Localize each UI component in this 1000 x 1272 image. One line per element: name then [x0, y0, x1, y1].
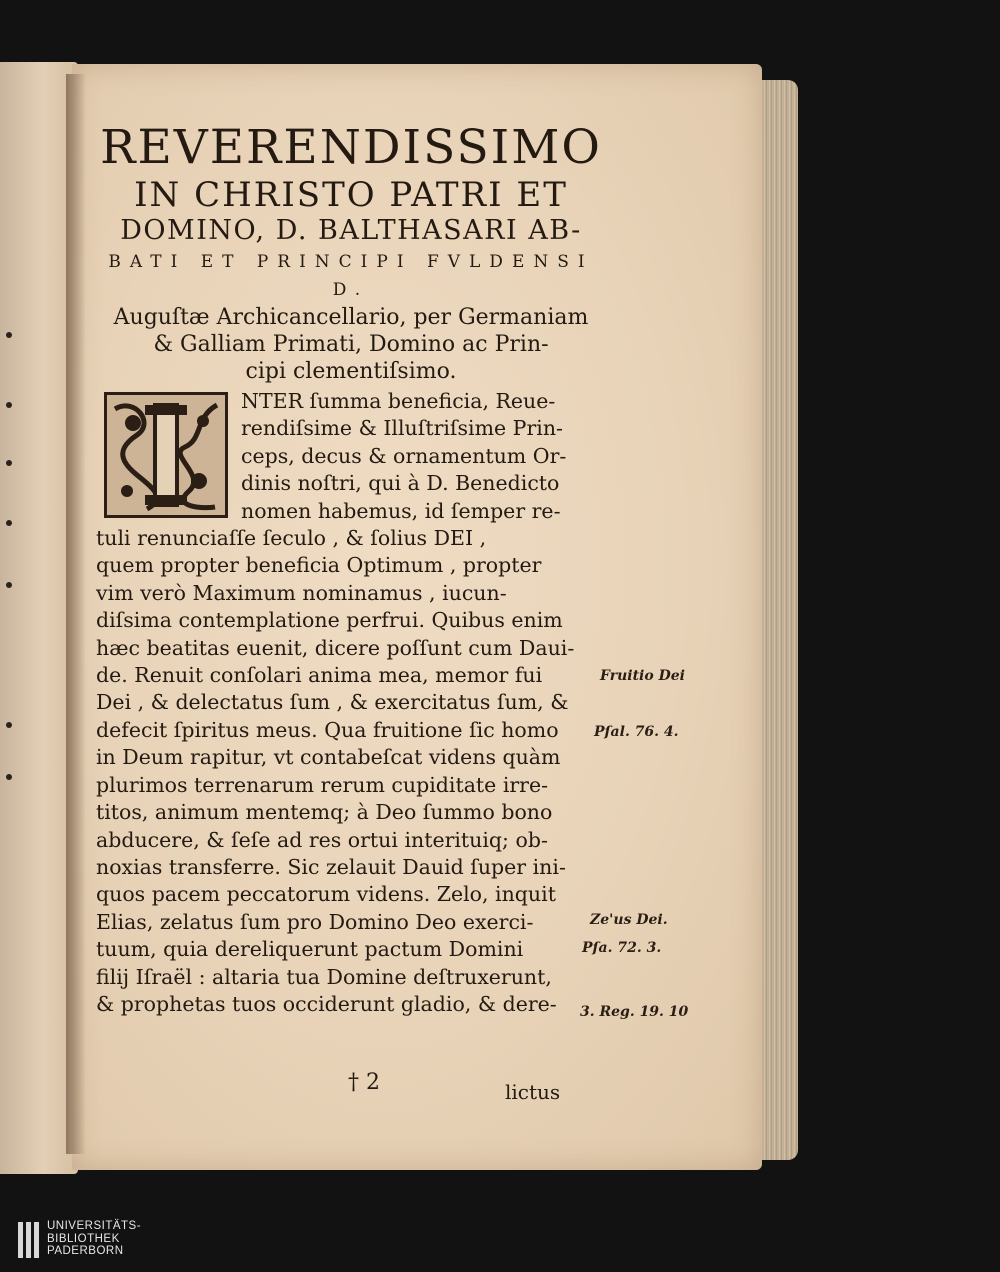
text-line: noxias transferre. Sic zelauit Dauid ſuper ini-: [96, 854, 566, 879]
text-line: filij Iſraël : altaria tua Domine deſtruxerunt,: [96, 964, 552, 989]
text-line: in Deum rapitur, vt contabeſcat videns quàm: [96, 745, 561, 770]
gutter-shadow: [66, 74, 86, 1154]
heading-line: BATI ET PRINCIPI FVLDENSI D.: [108, 252, 594, 300]
text-line: vim verò Maximum nominamus , iucun-: [96, 580, 507, 605]
logo-line: PADERBORN: [47, 1245, 124, 1257]
text-line: plurimos terrenarum rerum cupiditate irre-: [96, 772, 549, 797]
margin-note: Pſal. 76. 4.: [594, 724, 679, 740]
ink-mark: [6, 332, 12, 338]
text-line: abducere, & ſeſe ad res ortui interituiq; ob-: [96, 827, 548, 852]
library-logo-text: [47, 1220, 141, 1258]
text-line: quos pacem peccatorum videns. Zelo, inquit: [96, 882, 556, 907]
library-logo-icon: [18, 1222, 39, 1258]
ink-mark: [6, 722, 12, 728]
library-logo: [18, 1220, 141, 1258]
text-line: Dei , & delectatus ſum , & exercitatus ſum, &: [96, 690, 569, 715]
text-line: rendiſsime & Illuſtriſsime Prin-: [241, 416, 563, 441]
text-line: hæc beatitas euenit, dicere poſſunt cum Daui-: [96, 635, 575, 660]
page-title: REVERENDISSIMO: [100, 120, 602, 175]
heading-line: cipi clementiſsimo.: [245, 359, 457, 384]
heading-line: IN CHRISTO PATRI ET: [134, 175, 568, 215]
dedication-body: [96, 388, 606, 1018]
margin-note: Fruitio Dei: [600, 668, 685, 684]
dedication-heading: [96, 120, 606, 385]
text-line: tuli renunciaſſe ſeculo , & ſolius DEI ,: [96, 526, 487, 551]
text-line: quem propter beneficia Optimum , propter: [96, 553, 542, 578]
heading-line: & Galliam Primati, Domino ac Prin-: [153, 332, 549, 357]
text-line: defecit ſpiritus meus. Qua fruitione ſic homo: [96, 717, 559, 742]
text-line: diſsima contemplatione perfrui. Quibus enim: [96, 608, 563, 633]
ink-mark: [6, 774, 12, 780]
margin-note: Pſa. 72. 3.: [582, 940, 662, 956]
text-line: tuum, quia dereliquerunt pactum Domini: [96, 937, 524, 962]
text-line: de. Renuit conſolari anima mea, memor fui: [96, 663, 543, 688]
ink-mark: [6, 460, 12, 466]
text-line: nomen habemus, id ſemper re-: [241, 498, 561, 523]
text-line: Elias, zelatus ſum pro Domino Deo exerci-: [96, 909, 534, 934]
text-line: & prophetas tuos occiderunt gladio, & dere-: [96, 991, 557, 1016]
margin-note: 3. Reg. 19. 10: [580, 1004, 689, 1020]
text-line: titos, animum mentemq; à Deo ſummo bono: [96, 800, 553, 825]
logo-line: UNIVERSITÄTS-: [47, 1220, 142, 1232]
heading-line: DOMINO, D. BALTHASARI AB-: [120, 215, 582, 246]
heading-line: Auguſtæ Archicancellario, per Germaniam: [113, 305, 589, 330]
logo-line: BIBLIOTHEK: [47, 1232, 120, 1245]
ink-mark: [6, 582, 12, 588]
signature-mark: † 2: [348, 1070, 380, 1095]
text-line: dinis noſtri, qui à D. Benedicto: [241, 471, 560, 496]
catchword: lictus: [505, 1080, 561, 1104]
ink-mark: [6, 520, 12, 526]
text-line: ceps, decus & ornamentum Or-: [241, 443, 567, 468]
margin-note: Ze'us Dei.: [590, 912, 668, 928]
text-line: NTER ſumma beneficia, Reue-: [241, 389, 556, 413]
ink-mark: [6, 402, 12, 408]
